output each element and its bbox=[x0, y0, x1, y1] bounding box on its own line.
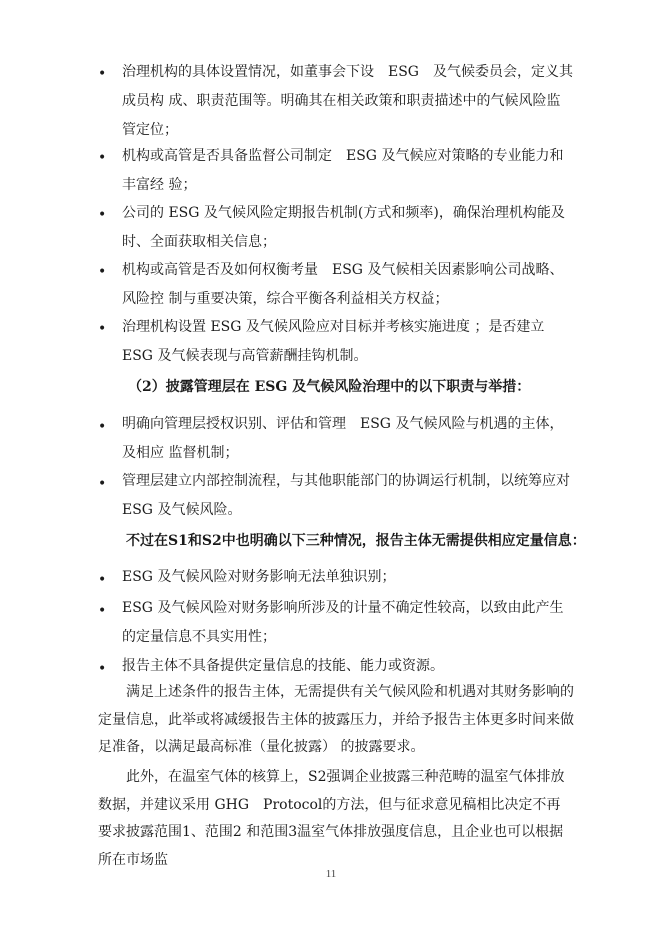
list-item: 明确向管理层授权识别、评估和管理 ESG 及气候风险与机遇的主体，及相应 监督机制； bbox=[122, 416, 564, 461]
page-number: 11 bbox=[325, 868, 337, 880]
bullet-marker: • bbox=[98, 476, 107, 492]
bullet-marker: • bbox=[98, 661, 107, 677]
bullet-marker: • bbox=[98, 150, 107, 166]
list-item: 公司的 ESG 及气候风险定期报告机制(方式和频率)，确保治理机构能及时、全面获取相关信息； bbox=[122, 205, 565, 250]
list-item: 治理机构的具体设置情况，如董事会下设 ESG 及气候委员会，定义其成员构 成、职责范围等。明确其在相关政策和职责描述中的气候风险监管定位； bbox=[122, 64, 573, 138]
list-item: 管理层建立内部控制流程，与其他职能部门的协调运行机制，以统筹应对 ESG 及气候风险。 bbox=[122, 473, 570, 518]
bullet-marker: • bbox=[98, 207, 107, 223]
bullet-marker: • bbox=[98, 603, 107, 619]
bullet-marker: • bbox=[98, 419, 107, 435]
list-item: ESG 及气候风险对财务影响无法单独识别； bbox=[122, 569, 396, 585]
body-paragraph: 满足上述条件的报告主体，无需提供有关气候风险和机遇对其财务影响的定量信息，此举或将减缓报告主体的披露压力，并给予报告主体更多时间来做足准备，以满足最高标准（量化披露） 的披露要求。 bbox=[98, 684, 574, 755]
list-item: 机构或高管是否及如何权衡考量 ESG 及气候相关因素影响公司战略、风险控 制与重要决策，综合平衡各利益相关方权益； bbox=[122, 262, 564, 307]
list-item: 机构或高管是否具备监督公司制定 ESG 及气候应对策略的专业能力和丰富经 验； bbox=[122, 148, 564, 193]
section-heading: 不过在S1和S2中也明确以下三种情况，报告主体无需提供相应定量信息： bbox=[126, 533, 586, 549]
list-item: ESG 及气候风险对财务影响所涉及的计量不确定性较高，以致由此产生的定量信息不具实用性； bbox=[122, 600, 564, 645]
bullet-marker: • bbox=[98, 66, 107, 82]
bullet-marker: • bbox=[98, 264, 107, 280]
list-item: 治理机构设置 ESG 及气候风险应对目标并考核实施进度 ；是否建立 ESG 及气候表现与高管薪酬挂钩机制。 bbox=[122, 319, 545, 364]
bullet-marker: • bbox=[98, 321, 107, 337]
bullet-marker: • bbox=[98, 572, 107, 588]
body-paragraph: 此外，在温室气体的核算上，S2强调企业披露三种范畴的温室气体排放数据，并建议采用 GHG Protocol的方法，但与征求意见稿相比决定不再要求披露范围1、范围2 和范围3温室气体排放强度信息，且企业也可以根据所在市场监 bbox=[98, 769, 565, 868]
list-item: 报告主体不具备提供定量信息的技能、能力或资源。 bbox=[122, 658, 444, 674]
section-heading: （2）披露管理层在 ESG 及气候风险治理中的以下职责与举措： bbox=[128, 379, 531, 395]
